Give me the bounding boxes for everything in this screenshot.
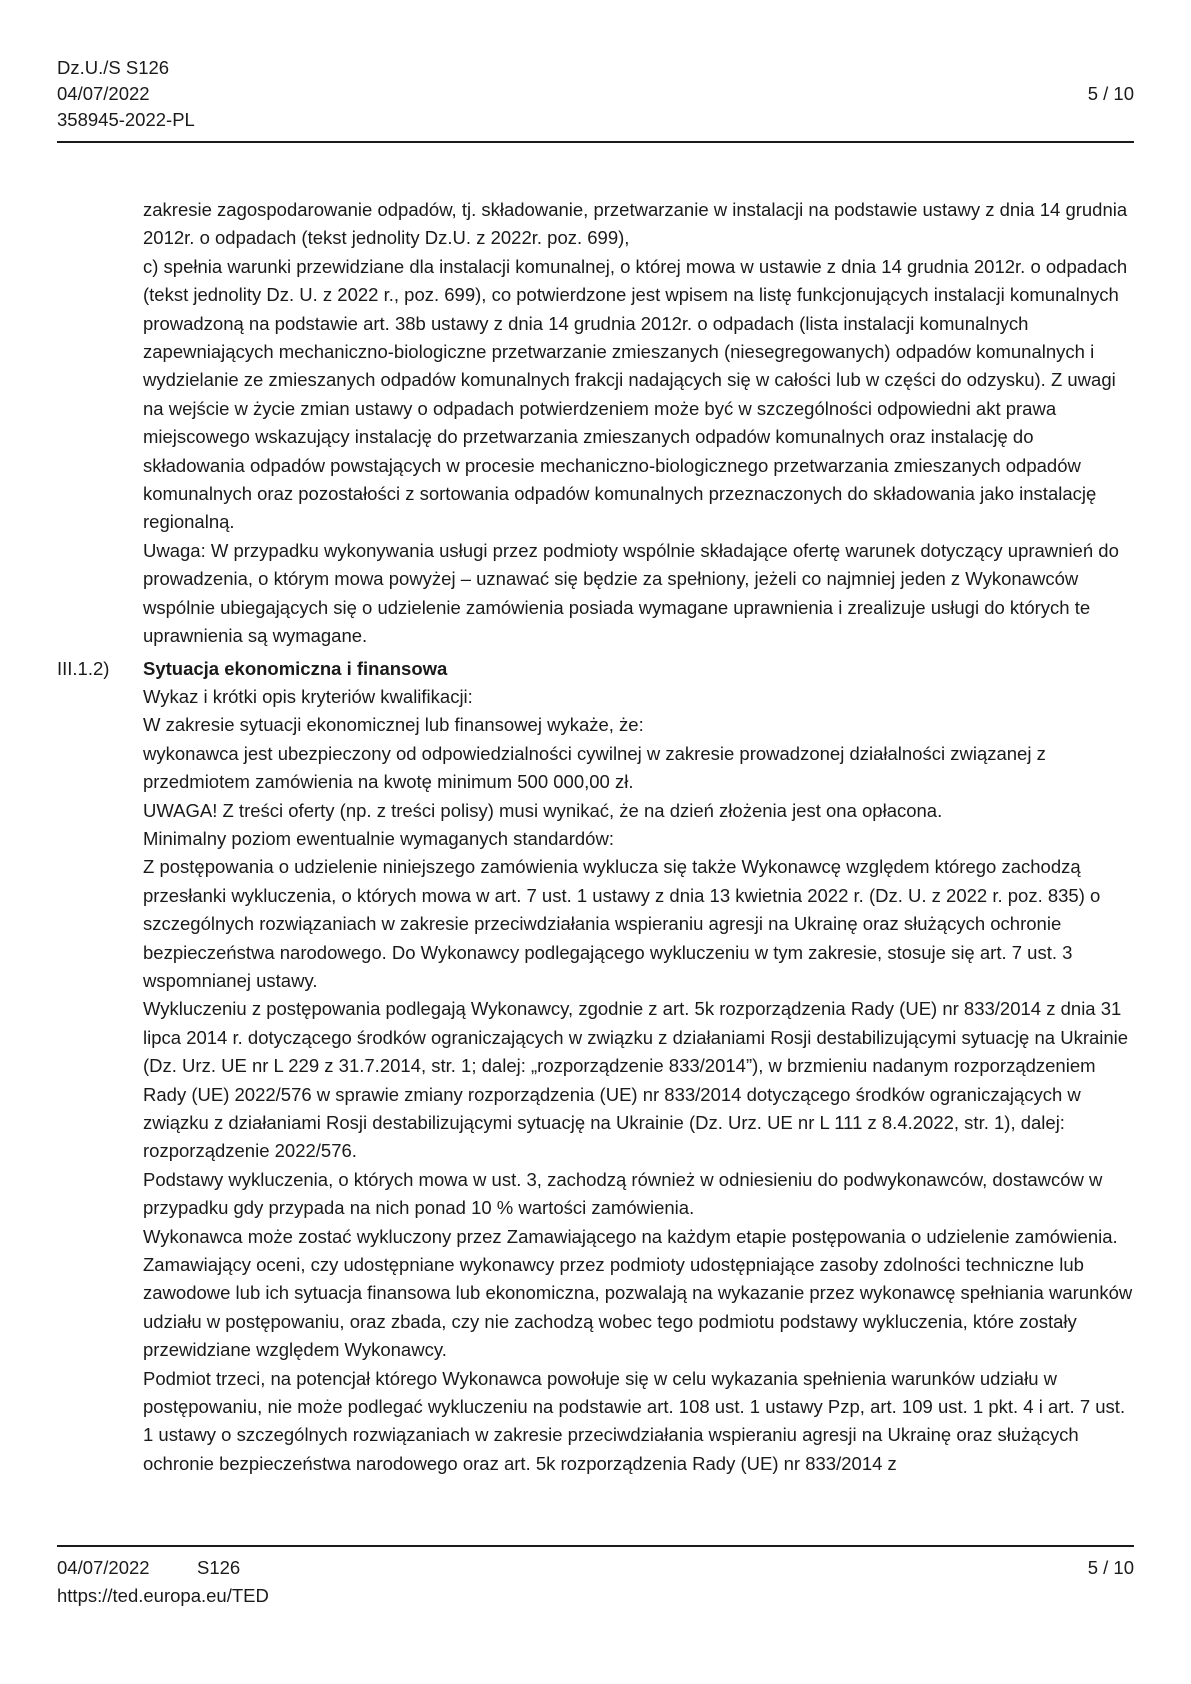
page-footer [57, 1554, 1134, 1610]
paragraph: zakresie zagospodarowanie odpadów, tj. składowanie, przetwarzanie w instalacji na podstawie ustawy z dnia 14 grudnia 2012r. o odpadach (tekst jednolity Dz.U. z 2022r. poz. 699), [143, 199, 1128, 249]
section-number: III.1.2) [57, 657, 110, 679]
paragraph: Wykluczeniu z postępowania podlegają Wykonawcy, zgodnie z art. 5k rozporządzenia Rady (UE) nr 833/2014 z dnia 31 lipca 2014 r. dotyczącego środków ograniczających w związku z działaniami Rosji destabilizującymi sytuację na Ukrainie (Dz. Urz. UE nr L 229 z 31.7.2014, str. 1; dalej: „rozporządzenie 833/2014”), w brzmieniu nadanym rozporządzeniem Rady (UE) 2022/576 w sprawie zmiany rozporządzenia (UE) nr 833/2014 dotyczącego środków ograniczających w związku z działaniami Rosji destabilizującymi sytuację na Ukrainie (Dz. Urz. UE nr L 111 z 8.4.2022, str. 1), dalej: rozporządzenie 2022/576. [143, 998, 1129, 1162]
footer-divider [57, 1545, 1134, 1547]
paragraph: wykonawca jest ubezpieczony od odpowiedzialności cywilnej w zakresie prowadzonej działalności związanej z przedmiotem zamówienia na kwotę minimum 500 000,00 zł. [143, 742, 1046, 793]
footer-date: 04/07/2022 [57, 1557, 150, 1578]
notice-id: 358945-2022-PL [57, 109, 195, 130]
footer-page-number: 5 / 10 [1087, 1557, 1134, 1578]
page-header [57, 55, 1134, 133]
section-body [143, 655, 1134, 1479]
doc-reference: Dz.U./S S126 [57, 57, 170, 78]
header-page-number: 5 / 10 [1087, 83, 1134, 104]
paragraph: W zakresie sytuacji ekonomicznej lub finansowej wykaże, że: [143, 714, 644, 736]
paragraph: Z postępowania o udzielenie niniejszego zamówienia wyklucza się także Wykonawcę względem którego zachodzą przesłanki wykluczenia, o których mowa w art. 7 ust. 1 ustawy z dnia 13 kwietnia 2022 r. (Dz. U. z 2022 r. poz. 835) o szczególnych rozwiązaniach w zakresie przeciwdziałania wspieraniu agresji na Ukrainę oraz służących ochronie bezpieczeństwa narodowego. Do Wykonawcy podlegającego wykluczeniu w tym zakresie, stosuje się art. 7 ust. 3 wspomnianej ustawy. [143, 856, 1101, 991]
section-title: Sytuacja ekonomiczna i finansowa [143, 657, 448, 679]
footer-series: S126 [197, 1557, 241, 1578]
document-body [57, 196, 1134, 1478]
paragraph: Podstawy wykluczenia, o których mowa w ust. 3, zachodzą również w odniesieniu do podwykonawców, dostawców w przypadku gdy przypada na nich ponad 10 % wartości zamówienia. [143, 1168, 1103, 1219]
paragraph: Minimalny poziom ewentualnie wymaganych standardów: [143, 827, 614, 849]
header-divider [57, 141, 1134, 143]
paragraph: Uwaga: W przypadku wykonywania usługi przez podmioty wspólnie składające ofertę warunek dotyczący uprawnień do prowadzenia, o którym mowa powyżej – uznawać się będzie za spełniony, jeżeli co najmniej jeden z Wykonawców wspólnie ubiegających się o udzielenie zamówienia posiada wymagane uprawnienia i zrealizuje usługi do których te uprawnienia są wymagane. [143, 539, 1119, 647]
footer-url[interactable]: https://ted.europa.eu/TED [57, 1585, 269, 1606]
paragraph: Wykaz i krótki opis kryteriów kwalifikacji: [143, 685, 473, 707]
paragraph: c) spełnia warunki przewidziane dla instalacji komunalnej, o której mowa w ustawie z dnia 14 grudnia 2012r. o odpadach (tekst jednolity Dz. U. z 2022 r., poz. 699), co potwierdzone jest wpisem na listę funkcjonujących instalacji komunalnych prowadzoną na podstawie art. 38b ustawy z dnia 14 grudnia 2012r. o odpadach (lista instalacji komunalnych zapewniających mechaniczno-biologiczne przetwarzanie zmieszanych (niesegregowanych) odpadów komunalnych i wydzielanie ze zmieszanych odpadów komunalnych frakcji nadających się w całości lub w części do odzysku). Z uwagi na wejście w życie zmian ustawy o odpadach potwierdzeniem może być w szczególności odpowiedni akt prawa miejscowego wskazujący instalację do przetwarzania zmieszanych odpadów komunalnych oraz instalację do składowania odpadów powstających w procesie mechaniczno-biologicznego przetwarzania zmieszanych odpadów komunalnych oraz pozostałości z sortowania odpadów komunalnych przeznaczonych do składowania jako instalację regionalną. [143, 255, 1128, 533]
header-date: 04/07/2022 [57, 83, 150, 104]
section-economic-financial [57, 655, 1134, 1479]
paragraph: Wykonawca może zostać wykluczony przez Zamawiającego na każdym etapie postępowania o udzielenie zamówienia. [143, 1225, 1118, 1247]
paragraph: UWAGA! Z treści oferty (np. z treści polisy) musi wynikać, że na dzień złożenia jest ona opłacona. [143, 799, 943, 821]
paragraph: Podmiot trzeci, na potencjał którego Wykonawca powołuje się w celu wykazania spełnienia warunków udziału w postępowaniu, nie może podlegać wykluczeniu na podstawie art. 108 ust. 1 ustawy Pzp, art. 109 ust. 1 pkt. 4 i art. 7 ust. 1 ustawy o szczególnych rozwiązaniach w zakresie przeciwdziałania wspieraniu agresji na Ukrainę oraz służących ochronie bezpieczeństwa narodowego oraz art. 5k rozporządzenia Rady (UE) nr 833/2014 z [143, 1367, 1126, 1474]
paragraph: Zamawiający oceni, czy udostępniane wykonawcy przez podmioty udostępniające zasoby zdolności techniczne lub zawodowe lub ich sytuacja finansowa lub ekonomiczna, pozwalają na wykazanie przez wykonawcę spełniania warunków udziału w postępowaniu, oraz zbada, czy nie zachodzą wobec tego podmiotu podstawy wykluczenia, które zostały przewidziane względem Wykonawcy. [143, 1254, 1133, 1361]
